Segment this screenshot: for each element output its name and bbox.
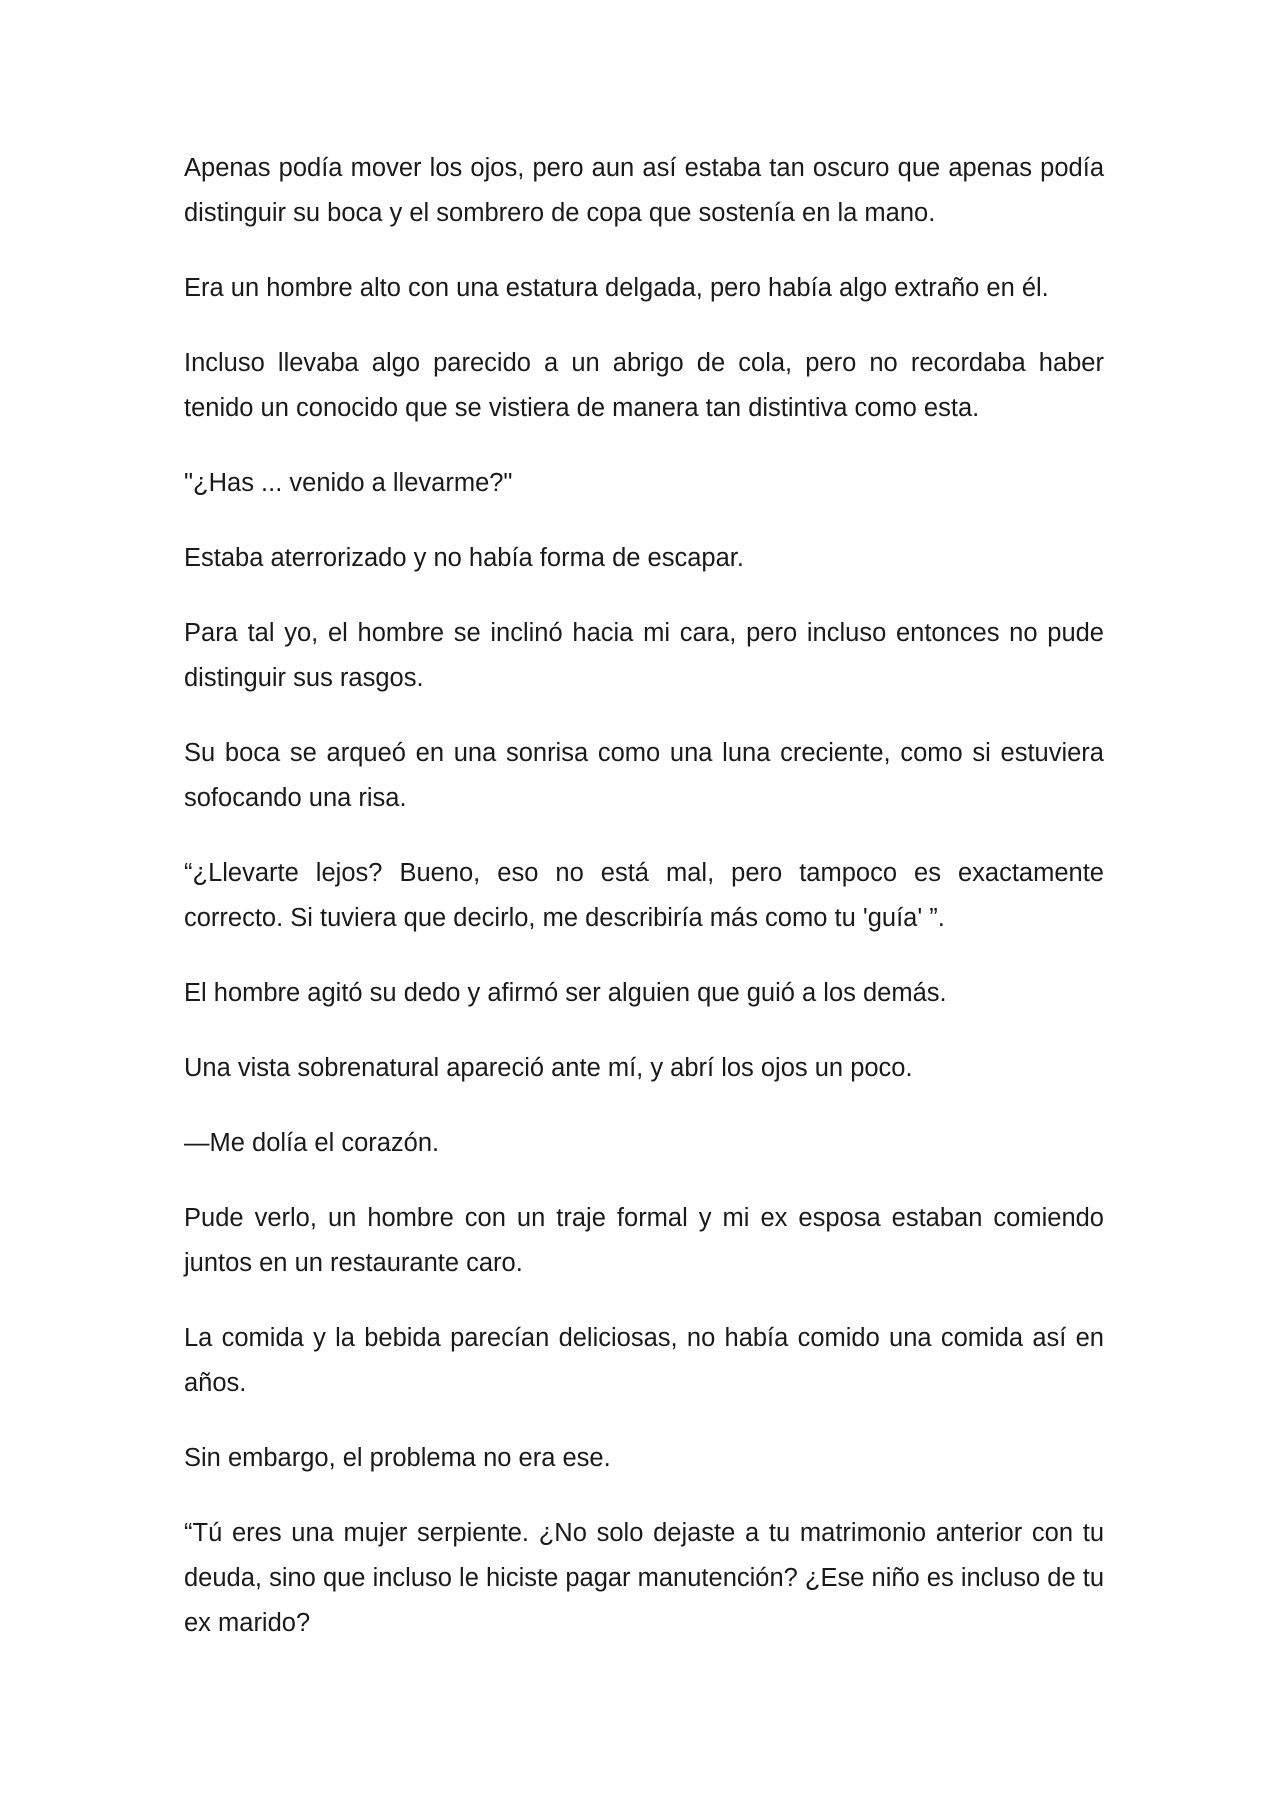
- paragraph: Sin embargo, el problema no era ese.: [184, 1444, 611, 1472]
- document-body: [184, 146, 1104, 1676]
- paragraph: —Me dolía el corazón.: [184, 1129, 440, 1157]
- paragraph: "¿Has ... venido a llevarme?": [184, 469, 513, 497]
- paragraph: “Tú eres una mujer serpiente. ¿No solo dejaste a tu matrimonio anterior con tu deuda, sino que incluso le hiciste pagar manutención? ¿Ese niño es incluso de tu ex marido?: [184, 1519, 1105, 1637]
- paragraph: El hombre agitó su dedo y afirmó ser alguien que guió a los demás.: [184, 979, 947, 1007]
- paragraph: Apenas podía mover los ojos, pero aun así estaba tan oscuro que apenas podía distinguir su boca y el sombrero de copa que sostenía en la mano.: [184, 154, 1104, 227]
- paragraph: La comida y la bebida parecían deliciosas, no había comido una comida así en años.: [184, 1324, 1104, 1397]
- paragraph: Su boca se arqueó en una sonrisa como una luna creciente, como si estuviera sofocando una risa.: [184, 739, 1104, 812]
- paragraph: Pude verlo, un hombre con un traje formal y mi ex esposa estaban comiendo juntos en un restaurante caro.: [184, 1204, 1104, 1277]
- paragraph: Era un hombre alto con una estatura delgada, pero había algo extraño en él.: [184, 274, 1049, 302]
- paragraph: Incluso llevaba algo parecido a un abrigo de cola, pero no recordaba haber tenido un conocido que se vistiera de manera tan distintiva como esta.: [184, 349, 1104, 422]
- paragraph: Una vista sobrenatural apareció ante mí, y abrí los ojos un poco.: [184, 1054, 913, 1082]
- paragraph: Para tal yo, el hombre se inclinó hacia mi cara, pero incluso entonces no pude distinguir sus rasgos.: [184, 619, 1104, 692]
- paragraph: Estaba aterrorizado y no había forma de escapar.: [184, 544, 744, 572]
- paragraph: “¿Llevarte lejos? Bueno, eso no está mal, pero tampoco es exactamente correcto. Si tuviera que decirlo, me describiría más como tu 'guía' ”.: [184, 859, 1104, 932]
